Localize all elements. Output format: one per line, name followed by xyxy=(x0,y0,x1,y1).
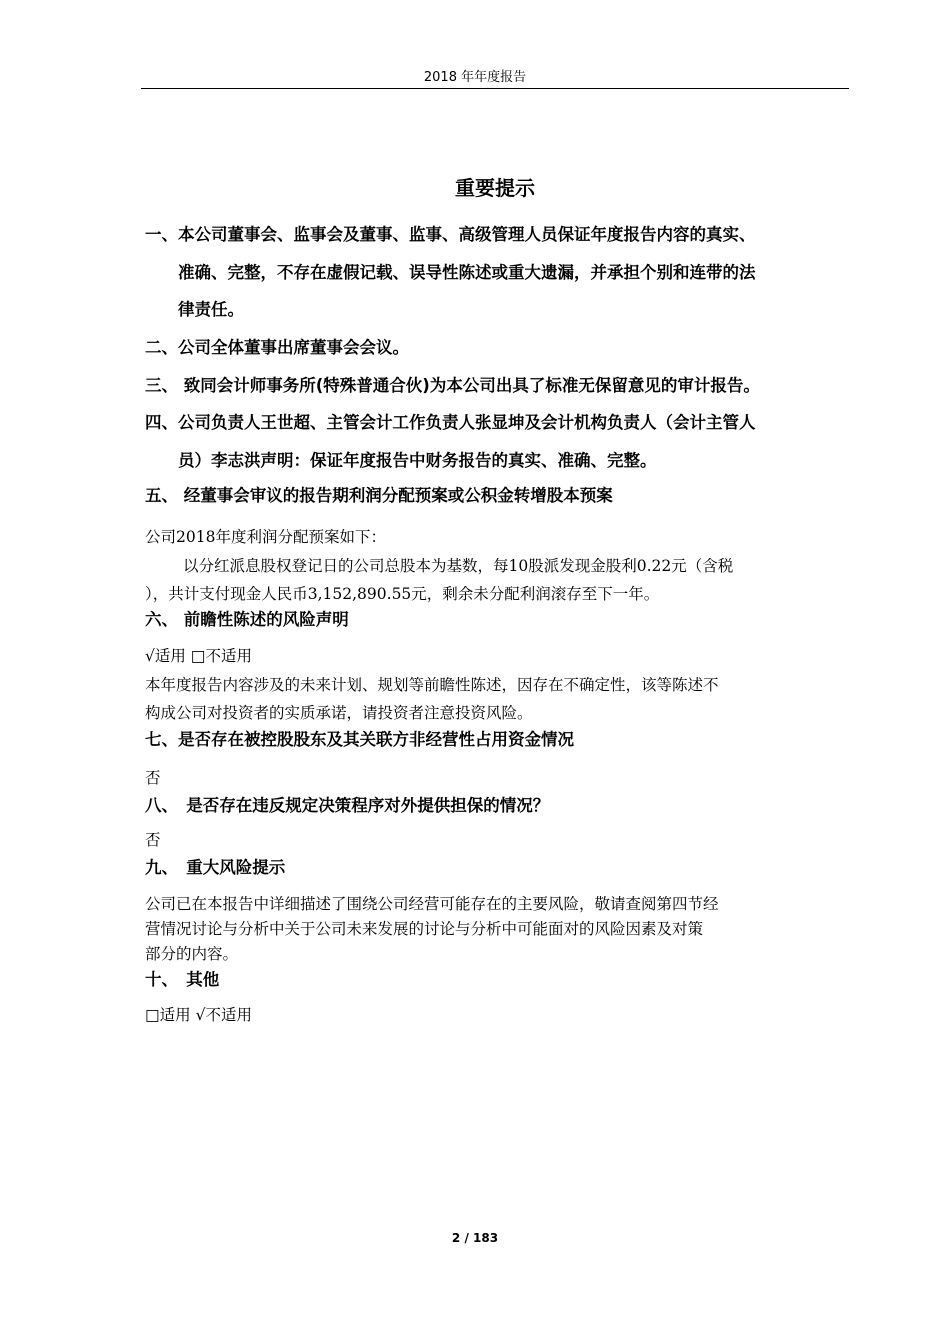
item-five-body-2: 以分红派息股权登记日的公司总股本为基数，每10股派发现金股利0.22元（含税 xyxy=(183,557,734,575)
item-six-body-2: 构成公司对投资者的实质承诺，请投资者注意投资风险。 xyxy=(145,704,533,722)
item-four-line-2: 员）李志洪声明：保证年度报告中财务报告的真实、准确、完整。 xyxy=(178,451,657,470)
item-seven-heading: 七、是否存在被控股股东及其关联方非经营性占用资金情况 xyxy=(145,730,574,749)
item-five-body-3: ），共计支付现金人民币3,152,890.55元，剩余未分配利润滚存至下一年。 xyxy=(145,585,660,603)
item-eight-heading: 八、 是否存在违反规定决策程序对外提供担保的情况？ xyxy=(145,796,550,815)
item-ten-option: □适用 √不适用 xyxy=(145,1006,252,1024)
item-ten-heading: 十、 其他 xyxy=(145,970,220,989)
item-six-heading: 六、 前瞻性陈述的风险声明 xyxy=(145,610,349,629)
item-one-line-2: 准确、完整，不存在虚假记载、误导性陈述或重大遗漏，并承担个别和连带的法 xyxy=(178,263,756,282)
item-one-line-1: 一、本公司董事会、监事会及董事、监事、高级管理人员保证年度报告内容的真实、 xyxy=(145,225,756,244)
item-four-line-1: 四、公司负责人王世超、主管会计工作负责人张显坤及会计机构负责人（会计主管人 xyxy=(145,413,756,432)
item-one-line-3: 律责任。 xyxy=(178,300,244,319)
item-nine-body-1: 公司已在本报告中详细描述了围绕公司经营可能存在的主要风险，敬请查阅第四节经 xyxy=(145,895,719,913)
document-title: 重要提示 xyxy=(455,176,535,200)
item-nine-body-3: 部分的内容。 xyxy=(145,945,239,963)
page-header-title: 2018 年年度报告 xyxy=(423,70,527,85)
item-eight-answer: 否 xyxy=(145,831,161,849)
item-five-body-1: 公司2018年度利润分配预案如下： xyxy=(145,528,386,546)
item-seven-answer: 否 xyxy=(145,769,161,787)
item-nine-heading: 九、 重大风险提示 xyxy=(145,858,286,877)
item-six-body-1: 本年度报告内容涉及的未来计划、规划等前瞻性陈述，因存在不确定性，该等陈述不 xyxy=(145,676,719,694)
item-nine-body-2: 营情况讨论与分析中关于公司未来发展的讨论与分析中可能面对的风险因素及对策 xyxy=(145,920,704,938)
header-divider xyxy=(141,88,849,89)
item-five-heading: 五、 经董事会审议的报告期利润分配预案或公积金转增股本预案 xyxy=(145,486,613,505)
page-number: 2 / 183 xyxy=(451,1231,499,1245)
item-three: 三、 致同会计师事务所(特殊普通合伙)为本公司出具了标准无保留意见的审计报告。 xyxy=(145,376,760,395)
item-six-option: √适用 □不适用 xyxy=(145,647,252,665)
item-two: 二、公司全体董事出席董事会会议。 xyxy=(145,338,409,357)
